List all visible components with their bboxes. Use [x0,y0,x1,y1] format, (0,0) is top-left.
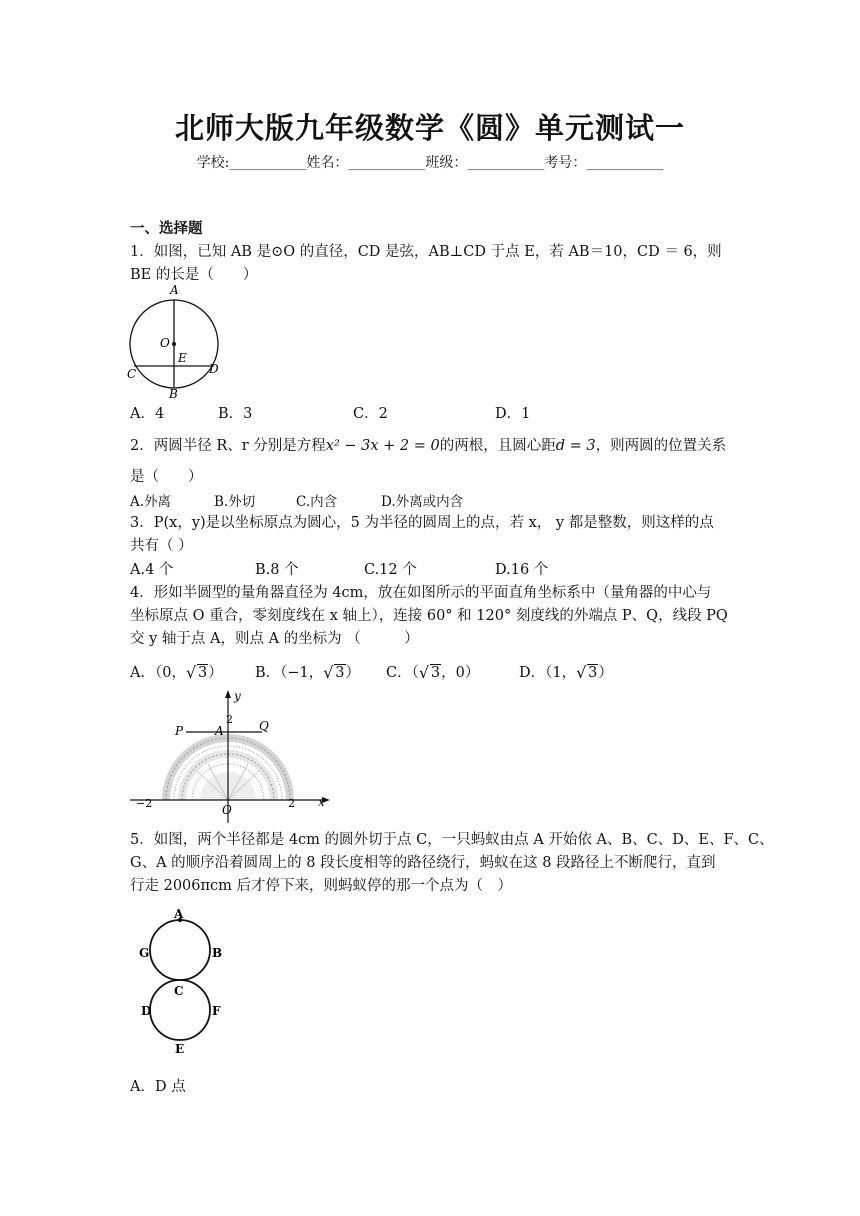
q1-option-d: D．1 [495,406,531,422]
q3-text-line2: 共有（ ） [130,538,193,554]
q5-label-a: A [174,907,184,921]
q4-label-x: x [318,795,325,809]
q2-option-d: D.外离或内含 [381,494,464,510]
q4-label-a: A [215,724,224,738]
q5-label-b: B [212,946,223,960]
q4-text-line1: 4．形如半圆型的量角器直径为 4cm，放在如图所示的平面直角坐标系中（量角器的中心与 [130,585,712,601]
q3-option-c: C.12 个 [364,562,417,578]
q1-label-o: O [160,336,170,350]
q4-label-neg2: −2 [136,797,153,810]
q4-protractor-figure [126,688,336,828]
q5-label-g: G [139,946,150,960]
q2-middle: 的两根，且圆心距 [439,438,556,454]
q1-label-b: B [169,387,178,400]
q4-label-2-right: 2 [288,797,295,810]
q4-label-2-top: 2 [226,713,233,726]
q3-option-b: B.8 个 [255,562,299,578]
q5-label-f: F [212,1004,221,1018]
q1-option-a: A．4 [130,406,165,422]
q3-text-line1: 3．P(x，y)是以坐标原点为圆心，5 为半径的圆周上的点，若 x， y 都是整数，则这样的点 [130,515,714,531]
q2-distance: d = 3 [555,438,596,454]
q5-label-c: C [174,984,184,998]
q5-option-a: A．D 点 [130,1079,186,1095]
page-title: 北师大版九年级数学《圆》单元测试一 [174,111,685,145]
q5-text-line3: 行走 2006πcm 后才停下来，则蚂蚁停的那一个点为（ ） [130,878,513,894]
q5-text-line2: G、A 的顺序沿着圆周上的 8 段长度相等的路径绕行，蚂蚁在这 8 段路径上不断爬行，直到 [130,855,716,871]
q2-option-a: A.外离 [130,494,172,510]
q4-text-line3: 交 y 轴于点 A，则点 A 的坐标为 （ ） [130,631,419,647]
q1-text-line1: 1．如图，已知 AB 是⊙O 的直径，CD 是弦，AB⊥CD 于点 E，若 AB＝10，CD ＝ 6，则 [130,244,722,260]
q1-label-a: A [170,284,179,297]
q5-text-line1: 5．如图，两个半径都是 4cm 的圆外切于点 C，一只蚂蚁由点 A 开始依 A、B、C、D、E、F、C、 [130,832,774,848]
q1-option-c: C．2 [353,406,388,422]
q5-label-d: D [141,1004,152,1018]
q4-option-b: B．（−1，√ 3） [255,661,360,682]
q1-option-b: B．3 [218,406,253,422]
q2-option-c: C.内含 [296,494,338,510]
q4-label-o: O [222,803,232,817]
q3-option-a: A.4 个 [130,562,174,578]
q1-label-e: E [178,351,187,365]
q4-label-p: P [175,724,184,738]
section-heading: 一、选择题 [130,220,203,237]
q2-suffix: ，则两圆的位置关系 [595,438,727,454]
q1-circle-figure [124,284,228,400]
q5-two-circles-figure [134,905,230,1057]
q3-option-d: D.16 个 [495,562,549,578]
q1-label-d: D [209,362,219,376]
q4-label-q: Q [259,719,269,733]
q4-option-c: C．（√ 3，0） [386,661,479,682]
q2-text-line2: 是（ ） [130,469,203,485]
student-info-line: 学校:___________姓名：___________班级：___________考号：___________ [196,155,664,171]
q1-text-line2: BE 的长是（ ） [130,267,258,283]
q4-option-a: A．（0，√ 3） [130,661,223,682]
q2-text-line1 [130,435,726,457]
q4-text-line2: 坐标原点 O 重合，零刻度线在 x 轴上），连接 60° 和 120° 刻度线的外端点 P、Q，线段 PQ [130,608,728,624]
q2-equation: x² − 3x + 2 = 0 [325,438,440,454]
q2-option-b: B.外切 [214,494,256,510]
q5-label-e: E [175,1042,185,1056]
q4-option-d: D．（1，√ 3） [519,661,613,682]
q2-prefix: 2．两圆半径 R、r 分别是方程 [130,438,326,454]
q1-label-c: C [127,367,137,381]
q4-label-y: y [234,689,241,703]
